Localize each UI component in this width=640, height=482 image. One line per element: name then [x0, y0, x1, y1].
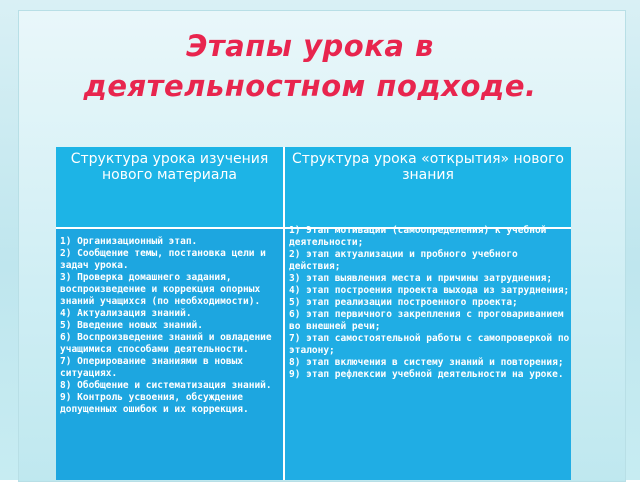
list-item: 6) Воспроизведение знаний и овладение учащимися способами деятельности. — [60, 332, 272, 355]
list-item: 3) этап выявления места и причины затруднения; — [289, 273, 553, 284]
list-item: 5) Введение новых знаний. — [60, 320, 203, 331]
column-body-discovery — [285, 225, 571, 480]
list-item: 4) этап построения проекта выхода из затруднения; — [289, 285, 570, 296]
list-item: 2) этап актуализации и пробного учебного действия; — [289, 249, 518, 272]
column-body-new-material — [56, 229, 285, 480]
list-item: 2) Сообщение темы, постановка цели и задач урока. — [60, 248, 266, 271]
list-item: 8) этап включения в систему знаний и повторения; — [289, 357, 564, 368]
list-item: 6) этап первичного закрепления с проговариванием во внешней речи; — [289, 309, 564, 332]
column-header-discovery: Структура урока «открытия» нового знания — [285, 147, 571, 229]
comparison-table — [56, 147, 571, 480]
list-item: 4) Актуализация знаний. — [60, 308, 192, 319]
list-item: 3) Проверка домашнего задания, воспроизведение и коррекция опорных знаний учащихся (по необходимости). — [60, 272, 261, 307]
list-item: 1) Организационный этап. — [60, 236, 198, 247]
list-item: 7) этап самостоятельной работы с самопроверкой по эталону; — [289, 333, 570, 356]
slide-title-line-2: деятельностном подходе. — [83, 69, 537, 103]
list-item: 9) этап рефлексии учебной деятельности на уроке. — [289, 369, 564, 380]
list-item: 8) Обобщение и систематизация знаний. — [60, 380, 272, 391]
slide-title — [30, 26, 590, 106]
column-header-new-material: Структура урока изучения нового материала — [56, 147, 285, 229]
slide-title-line-1: Этапы урока в — [186, 29, 434, 63]
list-item: 7) Оперирование знаниями в новых ситуациях. — [60, 356, 244, 379]
list-item: 9) Контроль усвоения, обсуждение допущенных ошибок и их коррекция. — [60, 392, 249, 415]
list-item: 5) этап реализации построенного проекта; — [289, 297, 518, 308]
list-item: 1) Этап мотивации (самоопределения) к учебной деятельности; — [289, 225, 547, 248]
